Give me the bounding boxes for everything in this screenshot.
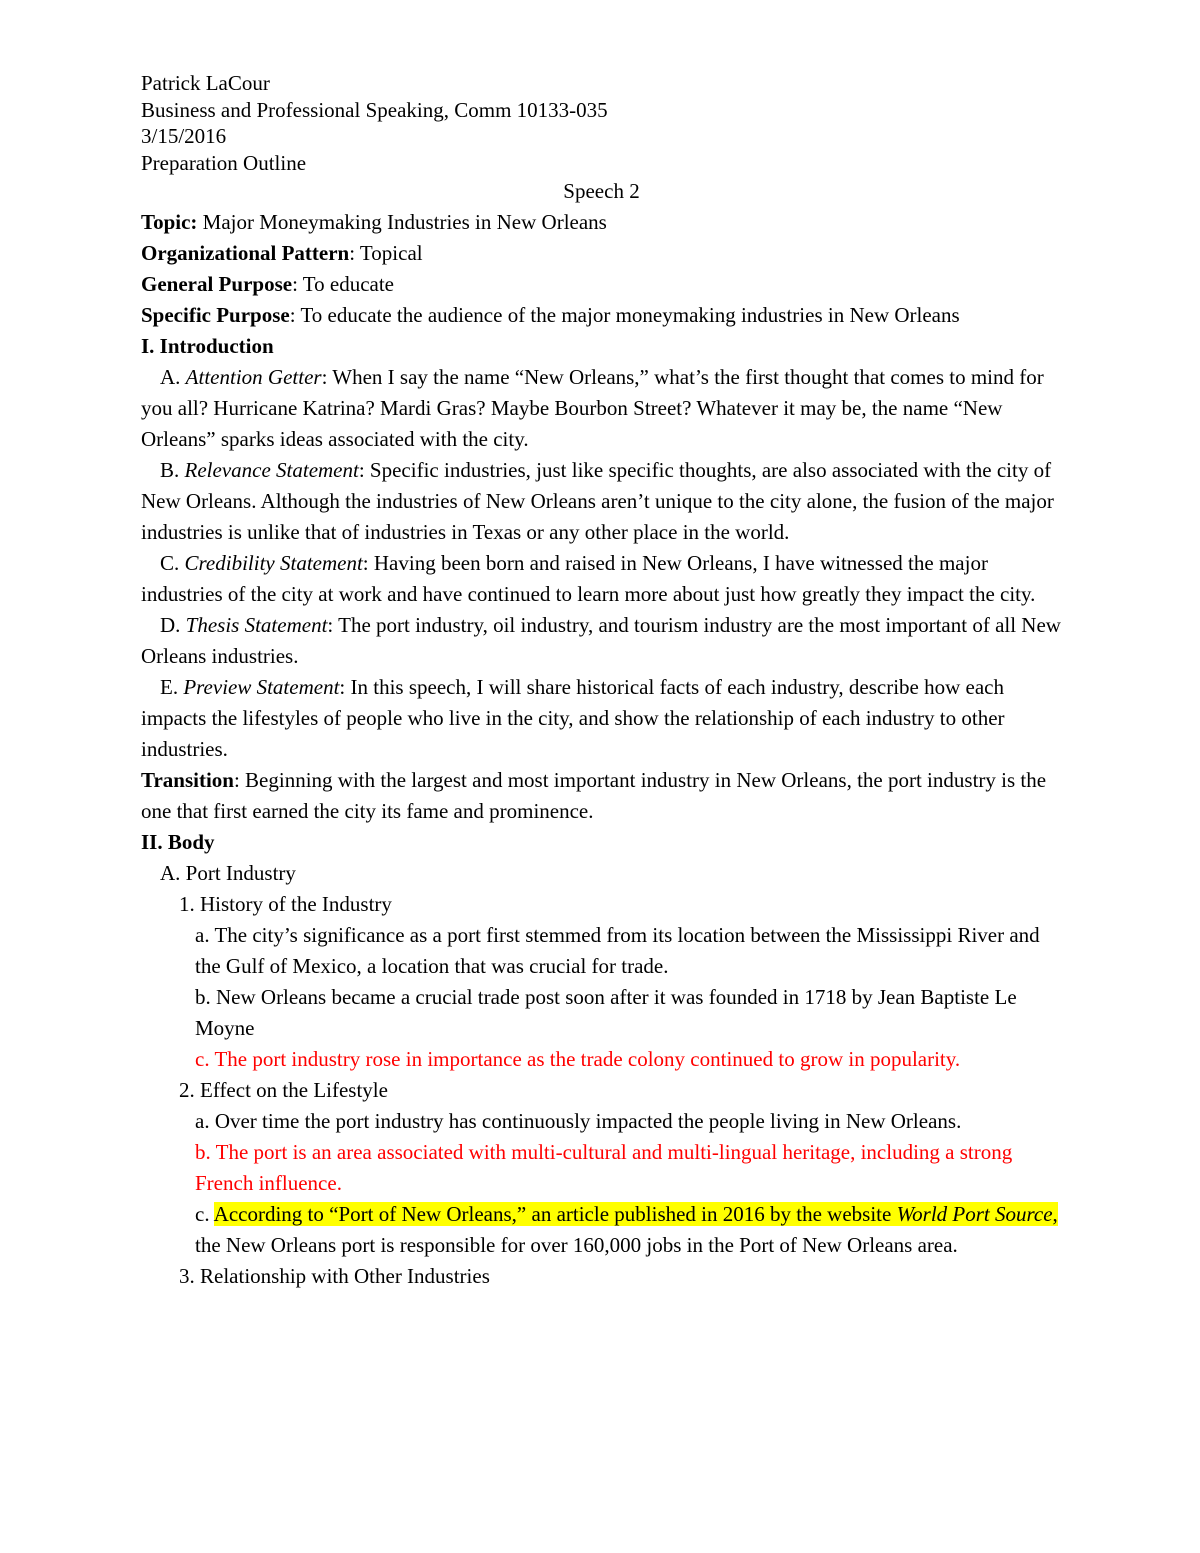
pattern-label: Organizational Pattern [141, 241, 350, 265]
intro-item-e [141, 672, 1062, 765]
intro-heading [141, 331, 1062, 362]
topic-line [141, 207, 1062, 238]
transition-label: Transition [141, 768, 234, 792]
topic-label: Topic: [141, 210, 198, 234]
pattern-line [141, 238, 1062, 269]
body-sub-2b: b. The port is an area associated with multi-cultural and multi-lingual heritage, including a strong French influence. [195, 1140, 1013, 1195]
intro-d-text: : The port industry, oil industry, and tourism industry are the most important of all New Orleans industries. [141, 613, 1061, 668]
intro-d-label: Thesis Statement [185, 613, 328, 637]
intro-e-text: : In this speech, I will share historical facts of each industry, describe how each impacts the lifestyles of people who live in the city, and show the relationship of each industry to other industries. [141, 675, 1005, 761]
specific-purpose-text: : To educate the audience of the major moneymaking industries in New Orleans [289, 303, 960, 327]
doc-type: Preparation Outline [141, 150, 307, 175]
doc-date: 3/15/2016 [141, 124, 227, 148]
specific-purpose-line [141, 300, 1062, 331]
body-sub-2c [141, 1199, 1062, 1261]
body-sub-2a: a. Over time the port industry has continuously impacted the people living in New Orleans. [195, 1109, 962, 1133]
intro-e-letter: E. [160, 675, 184, 699]
intro-e-label: Preview Statement [183, 675, 340, 699]
transition-text: : Beginning with the largest and most important industry in New Orleans, the port industry is the one that first earned the city its fame and prominence. [141, 768, 1047, 823]
intro-item-a [141, 362, 1062, 455]
intro-item-b [141, 455, 1062, 548]
body-sub-1: 1. History of the Industry [179, 892, 392, 916]
highlighted-citation-text: According to “Port of New Orleans,” an article published in 2016 by the website [213, 1202, 897, 1226]
body-item-a: A. Port Industry [160, 861, 296, 885]
body-sub-1b: b. New Orleans became a crucial trade post soon after it was founded in 1718 by Jean Baptiste Le Moyne [195, 985, 1017, 1040]
author-name: Patrick LaCour [141, 71, 270, 95]
highlighted-citation [214, 1202, 1058, 1226]
intro-b-label: Relevance Statement [184, 458, 359, 482]
general-purpose-text: : To educate [292, 272, 394, 296]
intro-a-text: : When I say the name “New Orleans,” what’s the first thought that comes to mind for you all? Hurricane Katrina? Mardi Gras? Maybe Bourbon Street? Whatever it may be, the name “New Orleans” sparks ideas associated with the city. [141, 365, 1044, 451]
specific-purpose-label: Specific Purpose [141, 303, 290, 327]
topic-text: Major Moneymaking Industries in New Orleans [197, 210, 607, 234]
intro-a-letter: A. [160, 365, 186, 389]
intro-c-label: Credibility Statement [184, 551, 363, 575]
body-sub-2c-prefix: c. [195, 1202, 214, 1226]
intro-item-d [141, 610, 1062, 672]
intro-d-letter: D. [160, 613, 186, 637]
body-sub-1a: a. The city’s significance as a port first stemmed from its location between the Mississippi River and the Gulf of Mexico, a location that was crucial for trade. [195, 923, 1040, 978]
body-sub-1c: c. The port industry rose in importance as the trade colony continued to grow in popularity. [195, 1047, 961, 1071]
intro-b-text: : Specific industries, just like specific thoughts, are also associated with the city of New Orleans. Although the industries of New Orleans aren’t unique to the city alone, the fusion of the major industries is unlike that of industries in Texas or any other place in the world. [141, 458, 1054, 544]
citation-source: World Port Source [896, 1202, 1053, 1226]
intro-c-text: : Having been born and raised in New Orleans, I have witnessed the major industries of the city at work and have continued to learn more about just how greatly they impact the city. [141, 551, 1036, 606]
intro-heading-text: I. Introduction [141, 334, 274, 358]
citation-comma: , [1052, 1202, 1058, 1226]
intro-b-letter: B. [160, 458, 185, 482]
body-sub-2c-rest: the New Orleans port is responsible for over 160,000 jobs in the Port of New Orleans area. [195, 1233, 958, 1257]
intro-item-c [141, 548, 1062, 610]
speech-title: Speech 2 [563, 179, 640, 203]
body-heading-text: II. Body [141, 830, 215, 854]
general-purpose-label: General Purpose [141, 272, 293, 296]
course-name: Business and Professional Speaking, Comm 10133-035 [141, 97, 608, 122]
body-sub-3: 3. Relationship with Other Industries [179, 1264, 490, 1288]
body-heading [141, 827, 1062, 858]
general-purpose-line [141, 269, 1062, 300]
pattern-text: : Topical [349, 241, 423, 265]
transition-line [141, 765, 1062, 827]
intro-c-letter: C. [160, 551, 185, 575]
body-sub-2: 2. Effect on the Lifestyle [179, 1078, 388, 1102]
intro-a-label: Attention Getter [185, 365, 322, 389]
